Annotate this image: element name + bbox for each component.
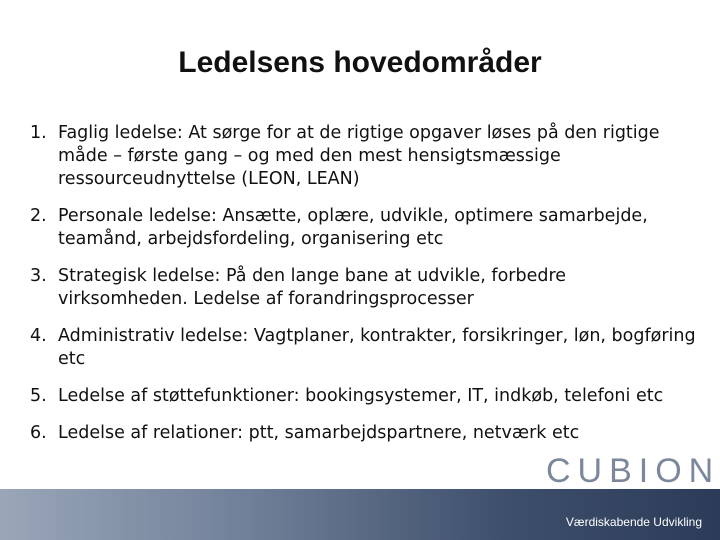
item-text: Administrativ ledelse: Vagtplaner, kontrakter, forsikringer, løn, bogføring etc <box>58 326 696 369</box>
list-item <box>30 422 700 445</box>
item-text: Ledelse af relationer: ptt, samarbejdspartnere, netværk etc <box>58 423 580 443</box>
item-number: 5. <box>30 386 47 406</box>
item-number: 6. <box>30 423 47 443</box>
company-logo: CUBION <box>546 452 720 490</box>
topic-list <box>30 122 700 459</box>
item-text: Strategisk ledelse: På den lange bane at udvikle, forbedre virksomheden. Ledelse af forandringsprocesser <box>58 266 567 309</box>
list-item <box>30 122 700 191</box>
footer-bar <box>0 489 720 540</box>
item-number: 2. <box>30 206 47 226</box>
tagline: Værdiskabende Udvikling <box>565 515 702 529</box>
list-item <box>30 205 700 251</box>
item-text: Faglig ledelse: At sørge for at de rigtige opgaver løses på den rigtige måde – første gang – og med den mest hensigtsmæssige ressourceudnyttelse (LEON, LEAN) <box>58 123 660 189</box>
list-item <box>30 265 700 311</box>
item-text: Personale ledelse: Ansætte, oplære, udvikle, optimere samarbejde, teamånd, arbejdsfordeling, organisering etc <box>58 206 648 249</box>
slide-title: Ledelsens hovedområder <box>178 46 542 79</box>
list-item <box>30 325 700 371</box>
item-number: 3. <box>30 266 47 286</box>
item-text: Ledelse af støttefunktioner: bookingsystemer, IT, indkøb, telefoni etc <box>58 386 664 406</box>
list-item <box>30 385 700 408</box>
item-number: 4. <box>30 326 47 346</box>
item-number: 1. <box>30 123 47 143</box>
